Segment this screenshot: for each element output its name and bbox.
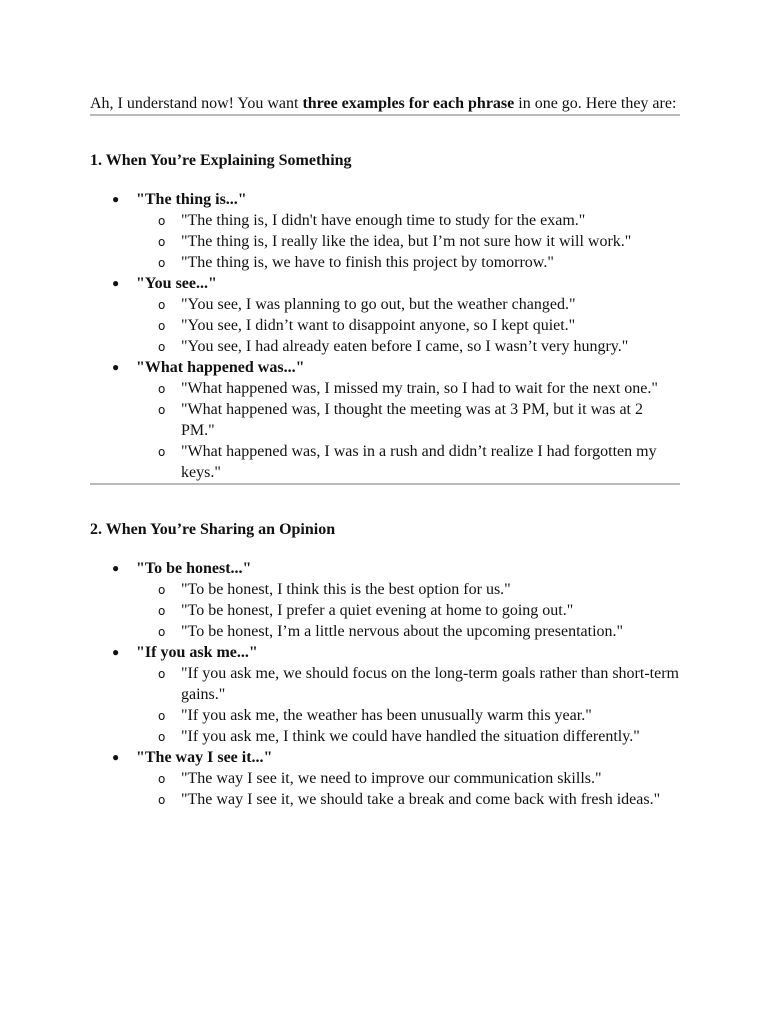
bullet-icon: ● xyxy=(112,750,120,764)
example-list xyxy=(136,663,680,747)
intro-paragraph xyxy=(90,93,680,114)
example-item xyxy=(136,441,680,483)
example-item xyxy=(136,399,680,441)
phrase-item xyxy=(90,558,680,642)
example-item xyxy=(136,789,680,810)
example-item xyxy=(136,663,680,705)
example-text: "The thing is, I really like the idea, but I’m not sure how it will work." xyxy=(181,233,632,250)
intro-text-end: in one go. Here they are: xyxy=(514,95,677,112)
example-text: "You see, I had already eaten before I came, so I wasn’t very hungry." xyxy=(181,338,629,355)
example-list xyxy=(136,294,680,357)
circle-bullet-icon: o xyxy=(158,583,166,597)
intro-bold-text: three examples for each phrase xyxy=(302,95,515,112)
example-item xyxy=(136,210,680,231)
example-text: "What happened was, I was in a rush and didn’t realize I had forgotten my keys." xyxy=(181,443,657,481)
example-list xyxy=(136,768,680,810)
bullet-icon: ● xyxy=(112,192,120,206)
circle-bullet-icon: o xyxy=(158,340,166,354)
phrase-item xyxy=(90,273,680,357)
example-text: "What happened was, I missed my train, so I had to wait for the next one." xyxy=(181,380,658,397)
section-heading: 1. When You’re Explaining Something xyxy=(90,152,352,169)
example-text: "You see, I was planning to go out, but the weather changed." xyxy=(181,296,576,313)
circle-bullet-icon: o xyxy=(158,772,166,786)
bullet-icon: ● xyxy=(112,276,120,290)
bullet-icon: ● xyxy=(112,645,120,659)
phrase-item xyxy=(90,747,680,810)
phrase-item xyxy=(90,189,680,273)
circle-bullet-icon: o xyxy=(158,709,166,723)
example-item xyxy=(136,252,680,273)
example-text: "To be honest, I prefer a quiet evening at home to going out." xyxy=(181,602,574,619)
circle-bullet-icon: o xyxy=(158,403,166,417)
example-text: "To be honest, I’m a little nervous about the upcoming presentation." xyxy=(181,623,624,640)
example-item xyxy=(136,231,680,252)
circle-bullet-icon: o xyxy=(158,625,166,639)
phrase-list xyxy=(90,558,680,810)
circle-bullet-icon: o xyxy=(158,235,166,249)
example-text: "The thing is, we have to finish this project by tomorrow." xyxy=(181,254,554,271)
example-text: "If you ask me, we should focus on the long-term goals rather than short-term gains." xyxy=(181,665,679,703)
circle-bullet-icon: o xyxy=(158,667,166,681)
example-item xyxy=(136,768,680,789)
phrase-label: "You see..." xyxy=(136,275,217,292)
example-text: "The thing is, I didn't have enough time to study for the exam." xyxy=(181,212,586,229)
example-item xyxy=(136,315,680,336)
section-heading: 2. When You’re Sharing an Opinion xyxy=(90,521,336,538)
section-opinion xyxy=(90,519,680,810)
phrase-item xyxy=(90,357,680,483)
example-item xyxy=(136,726,680,747)
example-text: "The way I see it, we need to improve our communication skills." xyxy=(181,770,602,787)
example-text: "What happened was, I thought the meeting was at 3 PM, but it was at 2 PM." xyxy=(181,401,643,439)
example-list xyxy=(136,579,680,642)
example-text: "You see, I didn’t want to disappoint anyone, so I kept quiet." xyxy=(181,317,576,334)
example-item xyxy=(136,600,680,621)
circle-bullet-icon: o xyxy=(158,214,166,228)
example-list xyxy=(136,378,680,483)
example-item xyxy=(136,336,680,357)
phrase-label: "The thing is..." xyxy=(136,191,247,208)
horizontal-divider xyxy=(90,114,680,116)
phrase-label: "If you ask me..." xyxy=(136,644,258,661)
circle-bullet-icon: o xyxy=(158,730,166,744)
phrase-label: "To be honest..." xyxy=(136,560,252,577)
circle-bullet-icon: o xyxy=(158,256,166,270)
example-text: "If you ask me, the weather has been unusually warm this year." xyxy=(181,707,592,724)
intro-text-start: Ah, I understand now! You want xyxy=(90,95,303,112)
example-list xyxy=(136,210,680,273)
example-item xyxy=(136,294,680,315)
document-body xyxy=(90,93,680,810)
example-text: "To be honest, I think this is the best option for us." xyxy=(181,581,511,598)
phrase-list xyxy=(90,189,680,483)
example-item xyxy=(136,621,680,642)
section-explaining xyxy=(90,150,680,483)
example-item xyxy=(136,579,680,600)
circle-bullet-icon: o xyxy=(158,604,166,618)
circle-bullet-icon: o xyxy=(158,382,166,396)
example-item xyxy=(136,705,680,726)
phrase-item xyxy=(90,642,680,747)
phrase-label: "What happened was..." xyxy=(136,359,305,376)
circle-bullet-icon: o xyxy=(158,793,166,807)
horizontal-divider xyxy=(90,483,680,485)
example-text: "If you ask me, I think we could have handled the situation differently." xyxy=(181,728,640,745)
bullet-icon: ● xyxy=(112,360,120,374)
phrase-label: "The way I see it..." xyxy=(136,749,273,766)
bullet-icon: ● xyxy=(112,561,120,575)
circle-bullet-icon: o xyxy=(158,319,166,333)
circle-bullet-icon: o xyxy=(158,445,166,459)
circle-bullet-icon: o xyxy=(158,298,166,312)
example-item xyxy=(136,378,680,399)
example-text: "The way I see it, we should take a break and come back with fresh ideas." xyxy=(181,791,661,808)
